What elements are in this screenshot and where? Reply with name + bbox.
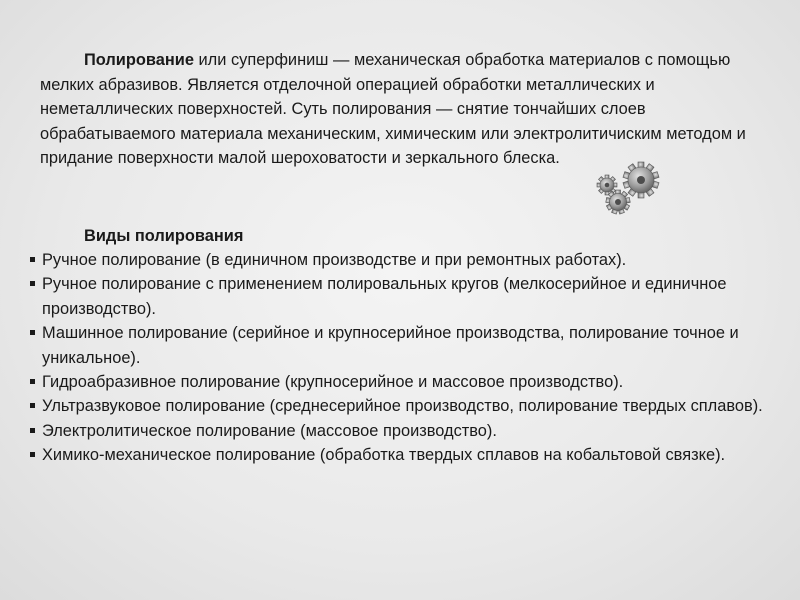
list-item-text: Ручное полирование (в единичном производстве и при ремонтных работах).: [42, 251, 627, 269]
list-item: [30, 248, 775, 272]
bullet-icon: [30, 428, 35, 433]
list-item-text: Гидроабразивное полирование (крупносерийное и массовое производство).: [42, 373, 624, 392]
list-item: [30, 419, 775, 443]
bullet-icon: [30, 257, 35, 262]
list-item-text: Химико-механическое полирование (обработка твердых сплавов на кобальтовой связке).: [42, 446, 726, 465]
bullet-icon: [30, 403, 35, 408]
list-item-text: Электролитическое полирование (массовое производство).: [42, 421, 497, 440]
polishing-types-list: [30, 248, 775, 468]
bullet-icon: [30, 452, 35, 457]
large-gear: [623, 162, 659, 198]
bullet-icon: [30, 281, 35, 286]
list-item: [30, 394, 775, 418]
list-item: [30, 370, 775, 394]
intro-term: Полирование: [84, 51, 194, 69]
list-item: [30, 443, 775, 467]
medium-gear: [606, 190, 631, 214]
bullet-icon: [30, 379, 35, 384]
list-item-text: Ультразвуковое полирование (среднесерийное производство, полирование твердых сплавов).: [42, 397, 763, 416]
list-item: [30, 321, 775, 370]
section-title: Виды полирования: [84, 227, 244, 245]
intro-paragraph: [40, 48, 775, 171]
intro-text: или суперфиниш — механическая обработка материалов с помощью мелких абразивов. Является отделочной операцией обработки металлических и неметаллических поверхностей. Суть полирования — снятие тончайших слоев обрабатываемого материала механическим, химическим или электролитичиским методом и придание поверхности малой шероховатости и зеркального блеска.: [40, 51, 746, 168]
list-item: [30, 272, 775, 321]
list-item-text: Машинное полирование (серийное и крупносерийное производства, полирование точное и уникальное).: [42, 324, 739, 367]
gears-icon: [594, 160, 666, 216]
small-gear: [597, 175, 617, 195]
bullet-icon: [30, 330, 35, 335]
list-item-text: Ручное полирование с применением полировальных кругов (мелкосерийное и единичное производство).: [42, 275, 727, 318]
